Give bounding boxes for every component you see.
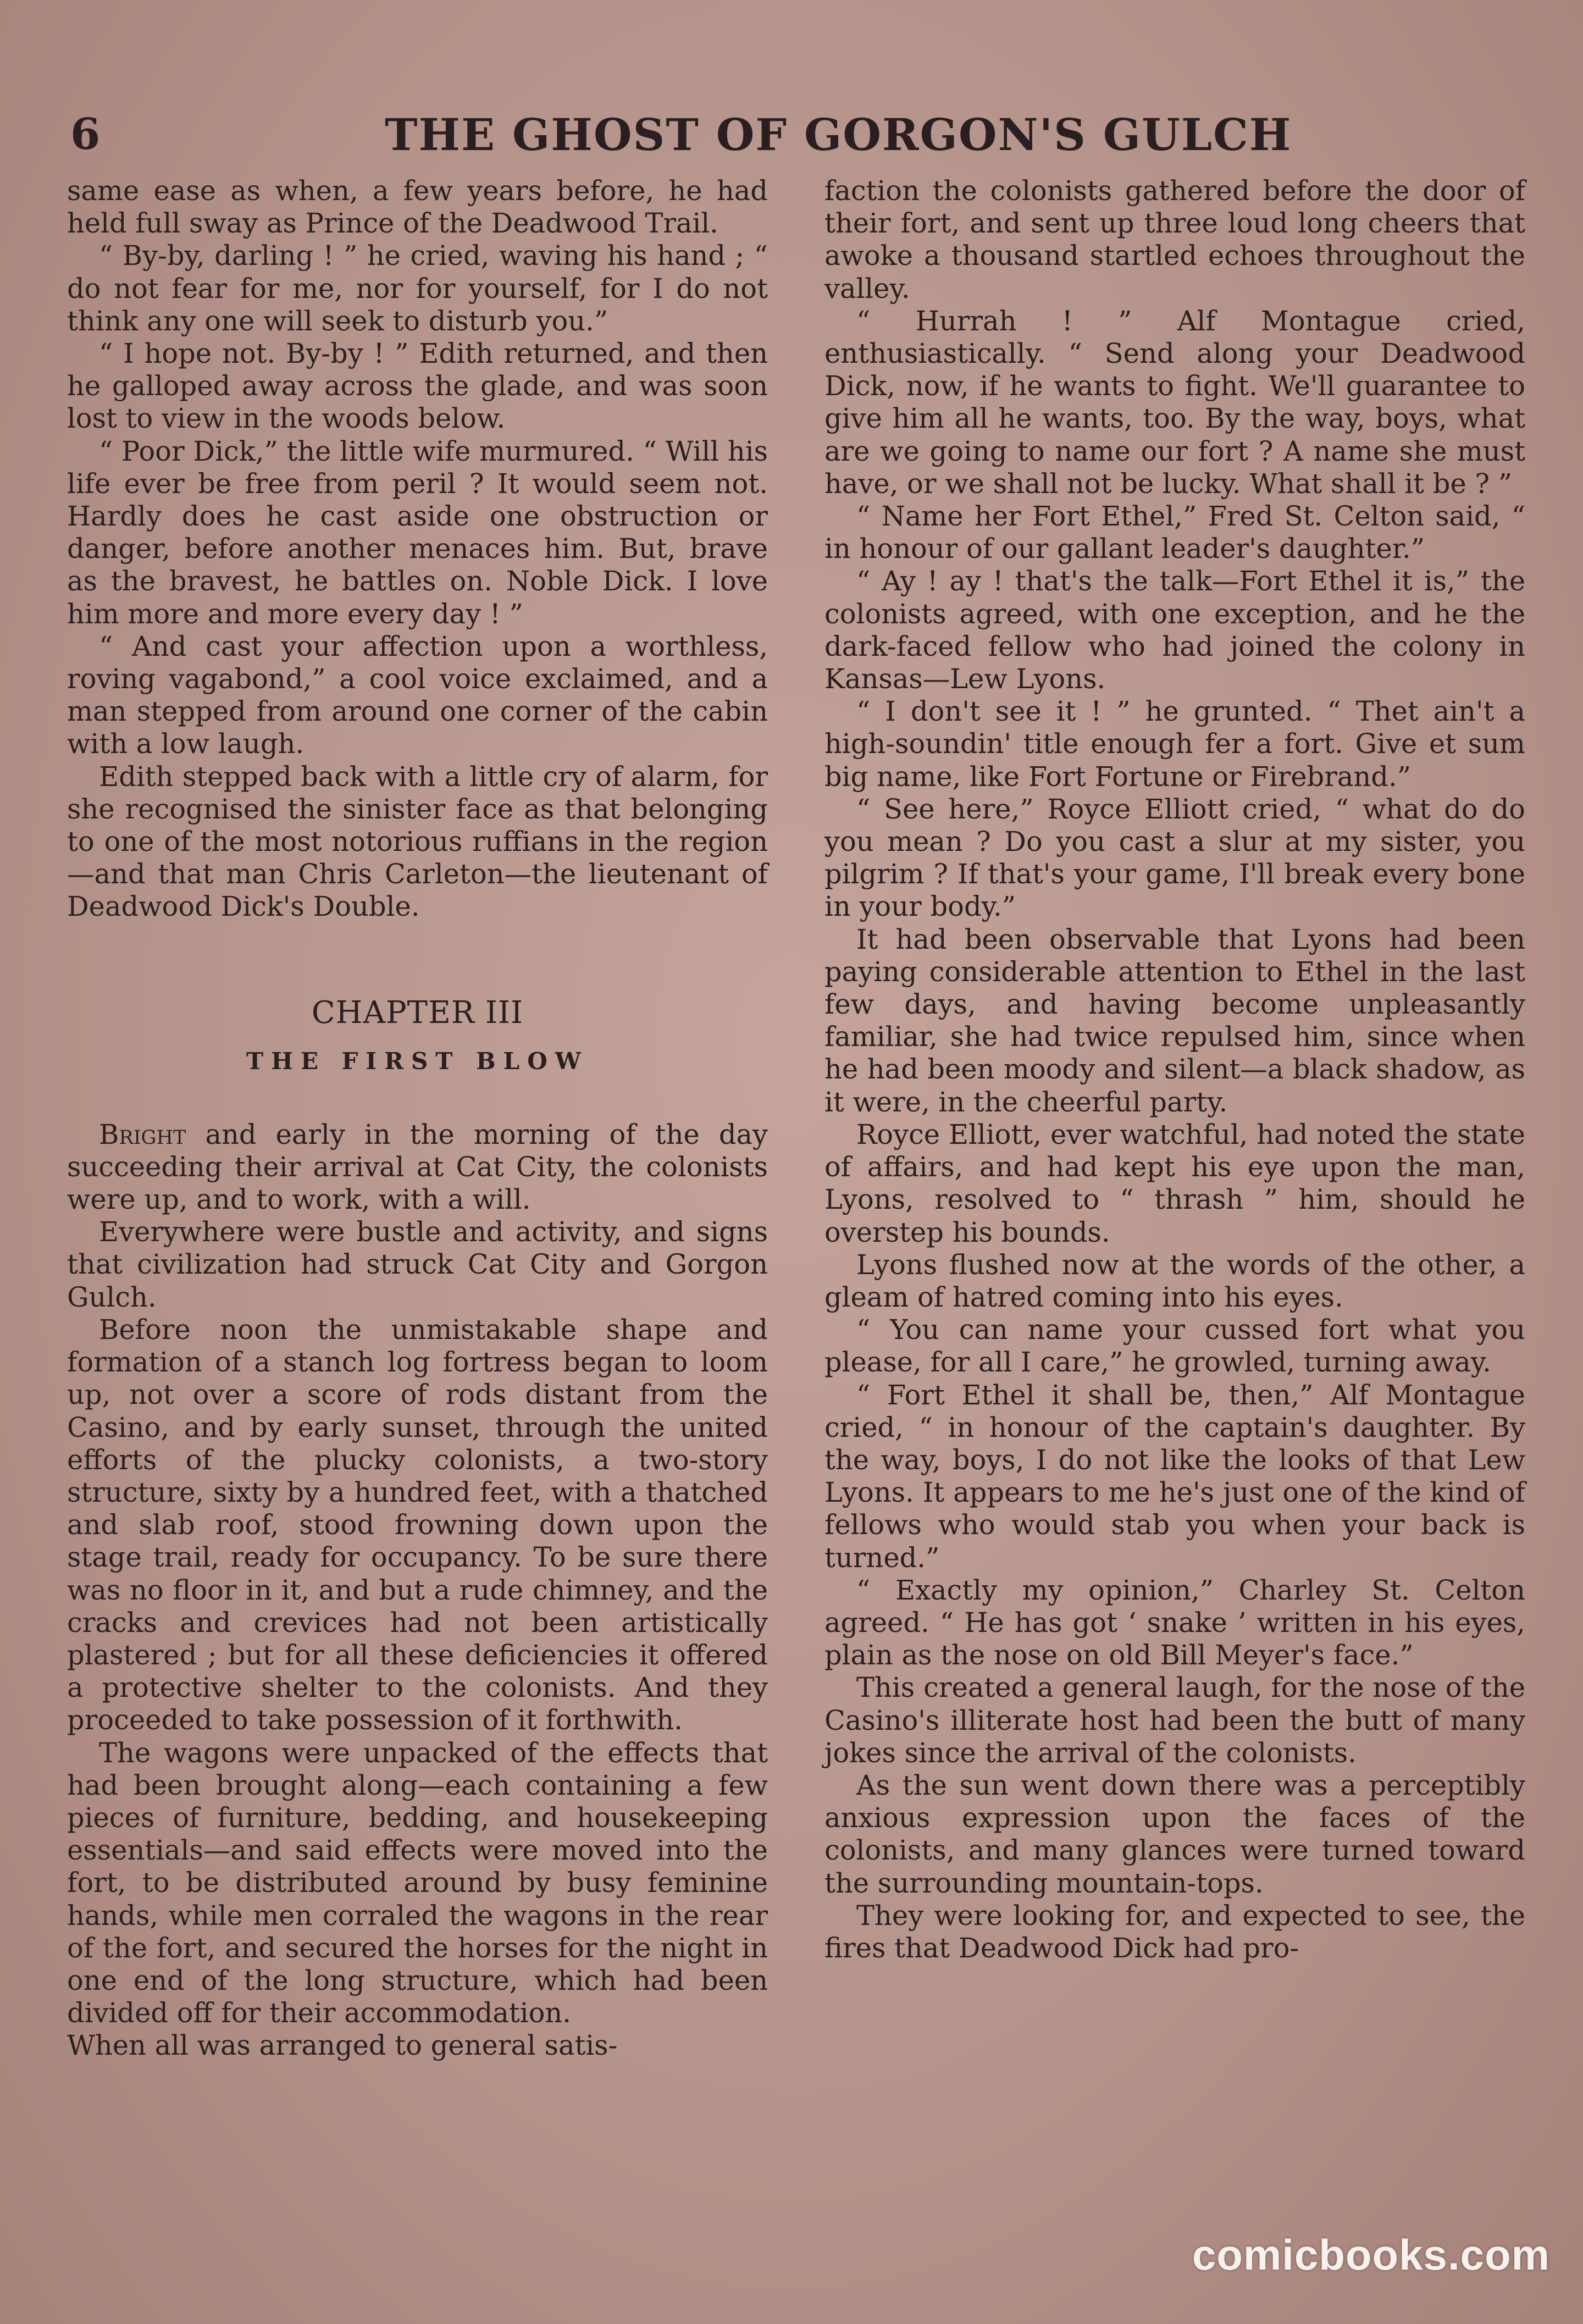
paragraph: “ You can name your cussed fort what you please, for all I care,” he growled, turning away. — [824, 1314, 1525, 1379]
paragraph: Before noon the unmistakable shape and formation of a stanch log fortress began to loom up, not over a score of rods distant from the Casino, and by early sunset, through the united efforts of the plucky colonists, a two-story structure, sixty by a hundred feet, with a thatched and slab roof, stood frowning down upon the stage trail, ready for occupancy. To be sure there was no floor in it, and but a rude chimney, and the cracks and crevices had not been artistically plastered ; but for all these deficiencies it offered a protective shelter to the colonists. And they proceeded to take possession of it forthwith. — [67, 1313, 768, 1736]
chapter-subtitle: THE FIRST BLOW — [246, 1047, 589, 1075]
page-header — [0, 104, 1583, 165]
paragraph: It had been observable that Lyons had been paying considerable attention to Ethel in the last few days, and having become unpleasantly familiar, she had twice repulsed him, since when he had been moody and silent—a black shadow, as it were, in the cheerful party. — [824, 923, 1525, 1118]
running-title: THE GHOST OF GORGON'S GULCH — [385, 109, 1292, 161]
paragraph: “ Name her Fort Ethel,” Fred St. Celton said, “ in honour of our gallant leader's daughter.” — [824, 500, 1525, 565]
paragraph: Lyons flushed now at the words of the other, a gleam of hatred coming into his eyes. — [824, 1248, 1525, 1313]
paragraph: This created a general laugh, for the nose of the Casino's illiterate host had been the butt of many jokes since the arrival of the colonists. — [824, 1672, 1525, 1769]
paragraph: As the sun went down there was a perceptibly anxious expression upon the faces of the colonists, and many glances were turned toward the surrounding mountain-tops. — [824, 1769, 1525, 1899]
paragraph: “ By-by, darling ! ” he cried, waving his hand ; “ do not fear for me, nor for yourself, for I do not think any one will seek to disturb you.” — [67, 240, 768, 337]
paragraph: “ Fort Ethel it shall be, then,” Alf Montague cried, “ in honour of the captain's daughter. By the way, boys, I do not like the looks of that Lew Lyons. It appears to me he's just one of the kind of fellows who would stab you when your back is turned.” — [824, 1379, 1525, 1574]
right-column — [824, 175, 1525, 1965]
paragraph: “ Ay ! ay ! that's the talk—Fort Ethel it is,” the colonists agreed, with one exception, and he the dark-faced fellow who had joined the colony in Kansas—Lew Lyons. — [824, 565, 1525, 695]
paragraph: Edith stepped back with a little cry of alarm, for she recognised the sinister face as that belonging to one of the most notorious ruffians in the region—and that man Chris Carleton—the lieutenant of Deadwood Dick's Double. — [67, 760, 768, 923]
left-column — [67, 175, 768, 2062]
paragraph: “ Poor Dick,” the little wife murmured. “ Will his life ever be free from peril ? It would seem not. Hardly does he cast aside one obstruction or danger, before another menaces him. But, brave as the bravest, he battles on. Noble Dick. I love him more and more every day ! ” — [67, 435, 768, 630]
paragraph: same ease as when, a few years before, he had held full sway as Prince of the Deadwood Trail. — [67, 175, 768, 240]
paragraph: They were looking for, and expected to see, the fires that Deadwood Dick had pro- — [824, 1899, 1525, 1964]
paragraph: “ Hurrah ! ” Alf Montague cried, enthusiastically. “ Send along your Deadwood Dick, now, if he wants to fight. We'll guarantee to give him all he wants, too. By the way, boys, what are we going to name our fort ? A name she must have, or we shall not be lucky. What shall it be ? ” — [824, 305, 1525, 500]
paragraph: The wagons were unpacked of the effects that had been brought along—each containing a few pieces of furniture, bedding, and housekeeping essentials—and said effects were moved into the fort, to be distributed around by busy feminine hands, while men corraled the wagons in the rear of the fort, and secured the horses for the night in one end of the long structure, which had been divided off for their accommodation. — [67, 1736, 768, 2029]
page-number: 6 — [70, 109, 101, 159]
paragraph: “ And cast your affection upon a worthless, roving vagabond,” a cool voice exclaimed, and a man stepped from around one corner of the cabin with a low laugh. — [67, 630, 768, 760]
lead-text: and early in the morning of the day succeeding their arrival at Cat City, the colonists were up, and to work, with a will. — [67, 1118, 768, 1216]
lead-word: Bright — [99, 1118, 186, 1150]
paragraph: “ I hope not. By-by ! ” Edith returned, and then he galloped away across the glade, and was soon lost to view in the woods below. — [67, 337, 768, 435]
watermark: comicbooks.com — [1192, 2231, 1550, 2279]
chapter-heading: CHAPTER III — [311, 994, 524, 1031]
paragraph: “ I don't see it ! ” he grunted. “ Thet ain't a high-soundin' title enough fer a fort. Give et sum big name, like Fort Fortune or Firebrand.” — [824, 695, 1525, 793]
paragraph: “ Exactly my opinion,” Charley St. Celton agreed. “ He has got ‘ snake ’ written in his eyes, plain as the nose on old Bill Meyer's face.” — [824, 1574, 1525, 1672]
paragraph: When all was arranged to general satis- — [67, 2029, 618, 2062]
paragraph: “ See here,” Royce Elliott cried, “ what do do you mean ? Do you cast a slur at my sister, you pilgrim ? If that's your game, I'll break every bone in your body.” — [824, 793, 1525, 923]
paragraph: Royce Elliott, ever watchful, had noted the state of affairs, and had kept his eye upon the man, Lyons, resolved to “ thrash ” him, should he overstep his bounds. — [824, 1118, 1525, 1248]
chapter-opening-paragraph — [67, 1119, 768, 1216]
paragraph: Everywhere were bustle and activity, and signs that civilization had struck Cat City and Gorgon Gulch. — [67, 1216, 768, 1313]
paragraph: faction the colonists gathered before the door of their fort, and sent up three loud long cheers that awoke a thousand startled echoes throughout the valley. — [824, 175, 1525, 305]
